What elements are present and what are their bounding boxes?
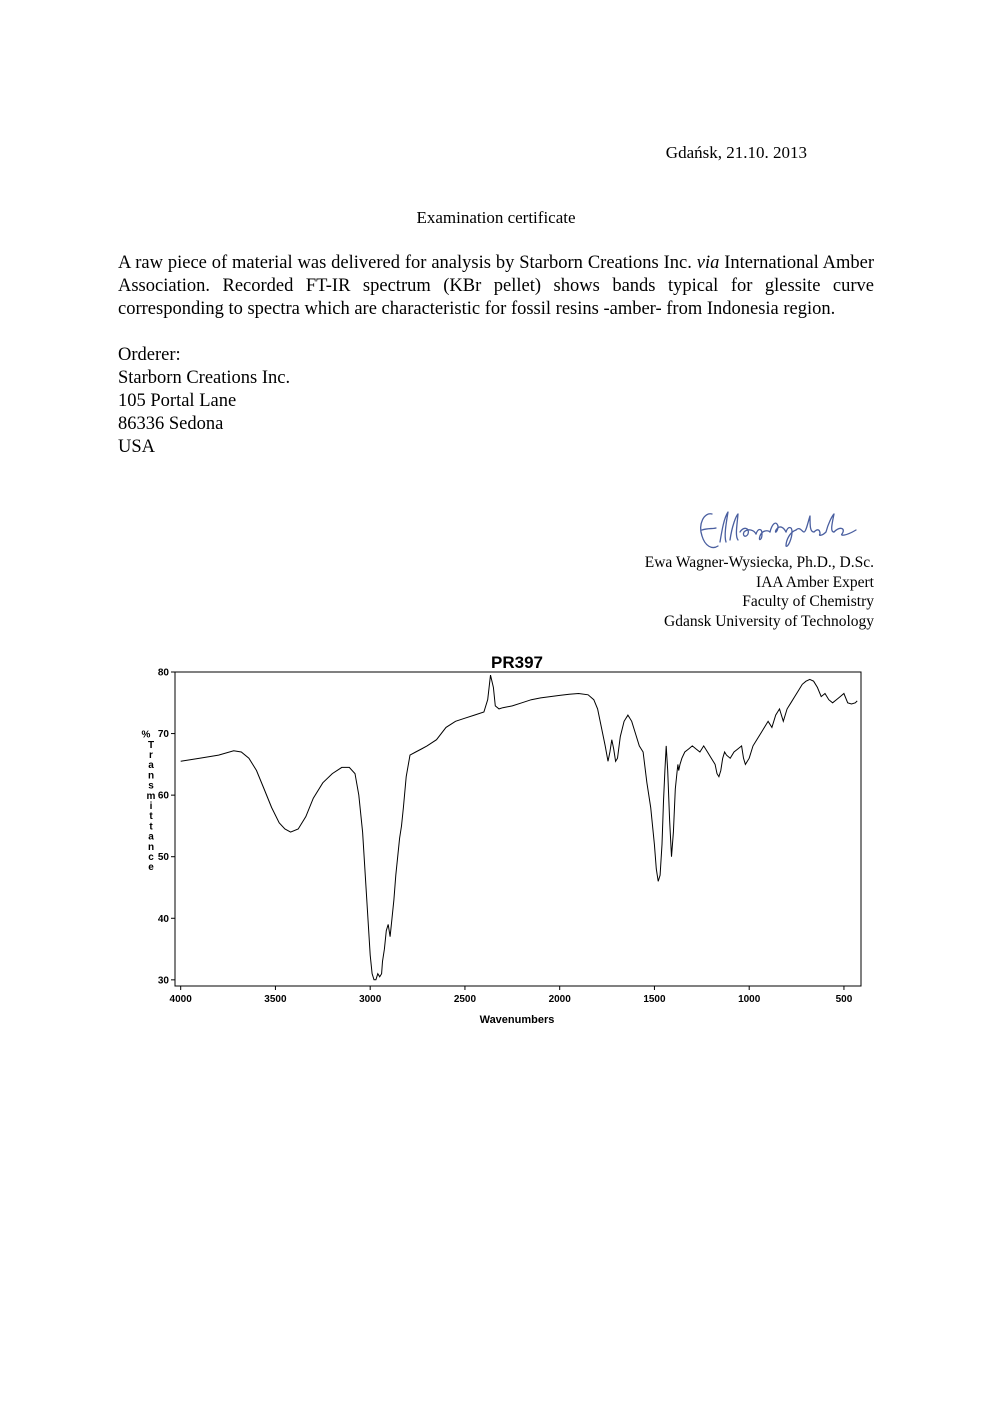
x-axis-ticks — [170, 986, 853, 1005]
signer-role: IAA Amber Expert — [756, 573, 874, 591]
x-tick-label: 2500 — [453, 994, 477, 1005]
y-axis-label-char: c — [148, 851, 154, 863]
x-tick-label: 1500 — [643, 994, 666, 1005]
y-tick-label: 80 — [157, 667, 169, 679]
y-axis-label-char: a — [148, 760, 154, 772]
signer-block — [560, 553, 874, 631]
y-axis-label-char: n — [147, 841, 155, 853]
x-axis-label: Wavenumbers — [479, 1014, 555, 1026]
chart-title: PR397 — [491, 653, 543, 672]
paragraph-text-start: A raw piece of material was delivered for analysis by Starborn Creations Inc. — [118, 253, 697, 273]
y-tick-label: 70 — [157, 729, 169, 741]
y-tick-label: 60 — [157, 790, 169, 802]
y-axis-label-char: i — [149, 800, 153, 812]
spectrum-line — [181, 675, 858, 980]
y-tick-label: 50 — [157, 852, 169, 864]
place-date: Gdańsk, 21.10. 2013 — [665, 143, 807, 162]
y-axis-label-char: r — [149, 749, 153, 761]
paragraph-text-end: International Amber Association. Recorded FT-IR spectrum (KBr pellet) shows bands typical for glessite curve corresponding to spectra which are characteristic for fossil resins -amber- from Indonesia region. — [118, 253, 874, 319]
orderer-city: 86336 Sedona — [118, 414, 224, 434]
ftir-spectrum-chart — [120, 648, 880, 1033]
x-tick-label: 2000 — [548, 994, 571, 1005]
y-axis-label-char: % — [141, 729, 151, 741]
x-tick-label: 500 — [835, 994, 853, 1005]
y-axis-label-char: T — [147, 739, 155, 751]
plot-frame — [175, 672, 861, 986]
x-tick-label: 4000 — [169, 994, 192, 1005]
y-tick-label: 40 — [157, 913, 169, 925]
y-axis-label — [142, 730, 156, 874]
orderer-block — [118, 344, 290, 459]
orderer-street: 105 Portal Lane — [118, 391, 237, 411]
y-axis-ticks — [158, 668, 175, 987]
certificate-paragraph — [118, 252, 874, 321]
signer-university: Gdansk University of Technology — [664, 612, 874, 630]
paragraph-italic-word: via — [696, 253, 720, 273]
orderer-label: Orderer: — [118, 345, 181, 365]
y-axis-label-char: s — [148, 780, 154, 792]
signer-faculty: Faculty of Chemistry — [742, 593, 874, 610]
x-tick-label: 3000 — [359, 994, 382, 1005]
x-tick-label: 3500 — [264, 994, 287, 1005]
signer-name: Ewa Wagner-Wysiecka, Ph.D., D.Sc. — [644, 554, 874, 571]
y-tick-label: 30 — [157, 975, 169, 987]
y-axis-label-char: e — [148, 862, 154, 874]
document-title: Examination certificate — [416, 208, 576, 227]
y-axis-label-char: a — [148, 831, 154, 843]
x-tick-label: 1000 — [738, 994, 761, 1005]
y-axis-label-char: t — [149, 811, 153, 823]
y-axis-label-char: m — [146, 790, 156, 802]
y-axis-label-char: t — [149, 821, 153, 833]
orderer-company: Starborn Creations Inc. — [118, 368, 291, 388]
handwritten-signature — [690, 502, 860, 554]
y-axis-label-char: n — [147, 770, 155, 782]
orderer-country: USA — [118, 437, 156, 457]
